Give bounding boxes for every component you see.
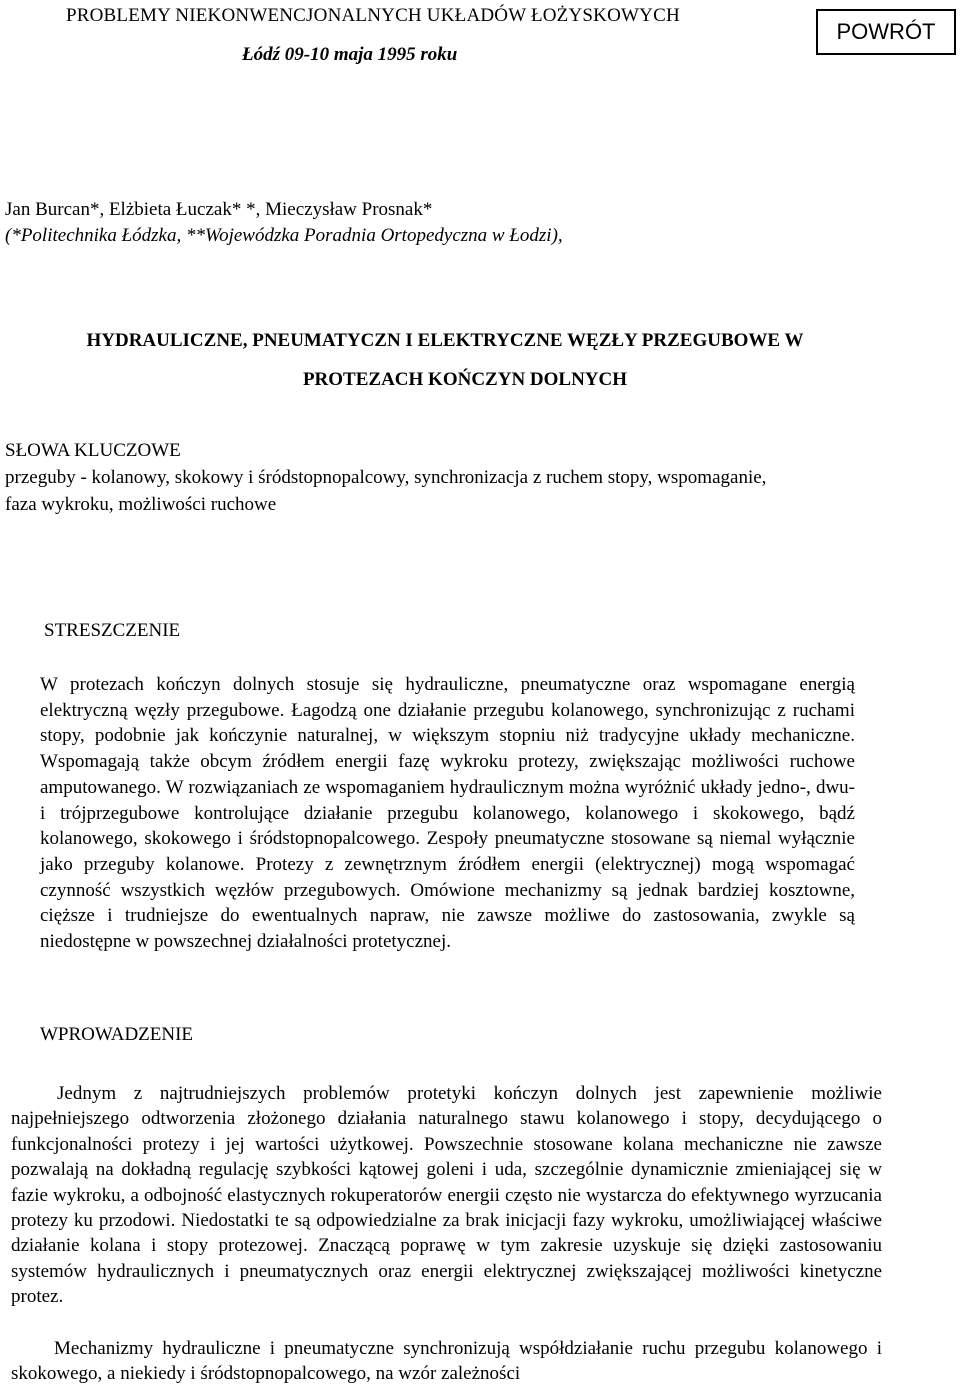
keywords-text-line-1: przeguby - kolanowy, skokowy i śródstopnopalcowy, synchronizacja z ruchem stopy, wspomaganie, <box>5 467 767 488</box>
abstract-paragraph: W protezach kończyn dolnych stosuje się hydrauliczne, pneumatyczne oraz wspomagane energią elektryczną węzły przegubowe. Łagodzą one działanie przegubu kolanowego, synchronizując z ruchami stopy, podobnie jak kończynie naturalnej, w większym stopniu niż tradycyjne układy mechaniczne. Wspomagają także obcym źródłem energii fazę wykroku protezy, zwiększając możliwości ruchowe amputowanego. W rozwiązaniach ze wspomaganiem hydraulicznym można wyróżnić układy jedno-, dwu- i trójprzegubowe kontrolujące działanie przegubu kolanowego, kolanowego i skokowego, bądź kolanowego, skokowego i śródstopnopalcowego. Zespoły pneumatyczne stosowane są niemal wyłącznie jako przeguby kolanowe. Protezy z zewnętrznym źródłem energii (elektrycznej) mogą wspomagać czynność wszystkich węzłów przegubowych. Omówione mechanizmy są jednak bardziej kosztowne, cięższe i trudniejsze do ewentualnych napraw, nie zawsze możliwe do zastosowania, zwykle są niedostępne w powszechnej działalności protetycznej. <box>40 674 855 953</box>
keywords-text-line-2: faza wykroku, możliwości ruchowe <box>5 494 277 515</box>
abstract-heading: STRESZCZENIE <box>44 620 181 641</box>
introduction-paragraph-2: Mechanizmy hydrauliczne i pneumatyczne synchronizują współdziałanie ruchu przegubu kolanowego i skokowego, a niekiedy i śródstopnopalcowego, na wzór zależności <box>11 1338 882 1385</box>
conference-date: Łódź 09-10 maja 1995 roku <box>242 44 458 65</box>
authors-line: Jan Burcan*, Elżbieta Łuczak* *, Mieczysław Prosnak* <box>5 199 433 220</box>
introduction-paragraph-1: Jednym z najtrudniejszych problemów protetyki kończyn dolnych jest zapewnienie możliwie najpełniejszego odtworzenia złożonego działania naturalnego stawu kolanowego i stopy, decydującego o funkcjonalności protezy i jej wartości użytkowej. Powszechnie stosowane kolana mechaniczne nie zawsze pozwalają na dokładną regulację szybkości kątowej goleni i uda, szczególnie dynamicznie zmieniającej się w fazie wykroku, a odbojność elastycznych rokuperatorów energii często nie wystarcza do efektywnego wyrzucania protezy ku przodowi. Niedostatki te są odpowiedzialne za brak inicjacji fazy wykroku, umożliwiającej właściwe działanie kolana i stopy protezowej. Znaczącą poprawę w tym zakresie uzyskuje się dzięki zastosowaniu systemów hydraulicznych i pneumatycznych oraz energii elektrycznej zwiększającej możliwości kinetyczne protez. <box>11 1083 882 1308</box>
paper-title-line-2: PROTEZACH KOŃCZYN DOLNYCH <box>302 369 628 390</box>
affiliation-line: (*Politechnika Łódzka, **Wojewódzka Poradnia Ortopedyczna w Łodzi), <box>5 225 563 246</box>
paper-title-line-1: HYDRAULICZNE, PNEUMATYCZN I ELEKTRYCZNE WĘZŁY PRZEGUBOWE W <box>86 330 804 351</box>
keywords-heading: SŁOWA KLUCZOWE <box>5 440 181 461</box>
conference-title: PROBLEMY NIEKONWENCJONALNYCH UKŁADÓW ŁOŻYSKOWYCH <box>66 5 680 26</box>
back-button[interactable]: POWRÓT <box>816 9 956 55</box>
introduction-heading: WPROWADZENIE <box>40 1024 194 1045</box>
